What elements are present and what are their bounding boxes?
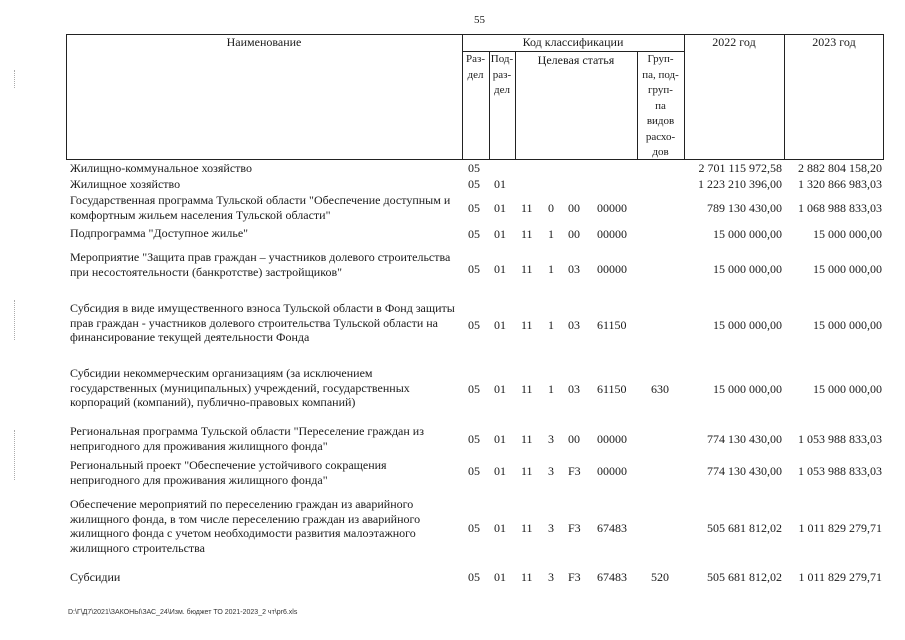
row-podrazdel: 01 (494, 201, 506, 215)
row-2022: 774 130 430,00 (707, 464, 782, 478)
row-target-2: 1 (548, 227, 554, 241)
row-podrazdel: 01 (494, 432, 506, 446)
row-podrazdel: 01 (494, 521, 506, 535)
row-razdel: 05 (468, 161, 480, 175)
file-path-footer: D:\Г\Д7\2021\ЗАКОНЫ\ЗАС_24\Изм. бюджет ТО 2021-2023_2 чт\pr6.xls (68, 609, 298, 616)
row-name: Мероприятие "Защита прав граждан – участников долевого строительства при несостоятельности (банкротстве) застройщиков" (70, 250, 451, 279)
row-2022: 15 000 000,00 (713, 382, 782, 396)
row-target-1: 11 (521, 201, 533, 215)
row-target-2: 3 (548, 521, 554, 535)
row-target-3: 00 (568, 227, 580, 241)
row-target-2: 3 (548, 570, 554, 584)
row-target-1: 11 (521, 521, 533, 535)
row-name: Субсидия в виде имущественного взноса Тульской области в Фонд защиты прав граждан - участников долевого строительства Тульской области на финансирование текущей деятельности Фонда (70, 301, 455, 344)
row-target-3: 00 (568, 201, 580, 215)
row-name: Субсидии некоммерческим организациям (за исключением государственных (муниципальных) учреждений, государственных корпораций (компаний), публично-правовых компаний) (70, 366, 410, 409)
row-target-4: 67483 (597, 521, 627, 535)
row-2023: 15 000 000,00 (813, 227, 882, 241)
row-podrazdel: 01 (494, 382, 506, 396)
row-target-3: 03 (568, 382, 580, 396)
row-target-4: 00000 (597, 227, 627, 241)
row-target-4: 00000 (597, 262, 627, 276)
row-target-4: 00000 (597, 432, 627, 446)
row-target-2: 0 (548, 201, 554, 215)
header-year-2023: 2023 год (812, 35, 856, 49)
row-target-3: F3 (568, 570, 581, 584)
row-podrazdel: 01 (494, 177, 506, 191)
row-target-1: 11 (521, 318, 533, 332)
row-2023: 2 882 804 158,20 (798, 161, 882, 175)
row-razdel: 05 (468, 201, 480, 215)
row-razdel: 05 (468, 382, 480, 396)
row-target-4: 61150 (597, 382, 627, 396)
row-target-1: 11 (521, 464, 533, 478)
row-target-3: 03 (568, 318, 580, 332)
row-name: Субсидии (70, 570, 121, 584)
header-group: Груп- па, под- груп- па видов расхо- дов (642, 53, 679, 158)
row-2023: 1 320 866 983,03 (798, 177, 882, 191)
row-target-3: 00 (568, 432, 580, 446)
row-razdel: 05 (468, 177, 480, 191)
row-target-4: 00000 (597, 201, 627, 215)
row-razdel: 05 (468, 464, 480, 478)
row-razdel: 05 (468, 521, 480, 535)
row-2022: 505 681 812,02 (707, 521, 782, 535)
row-2023: 1 053 988 833,03 (798, 432, 882, 446)
row-podrazdel: 01 (494, 570, 506, 584)
row-target-4: 67483 (597, 570, 627, 584)
row-2023: 1 053 988 833,03 (798, 464, 882, 478)
row-podrazdel: 01 (494, 227, 506, 241)
row-target-3: F3 (568, 464, 581, 478)
row-target-4: 00000 (597, 464, 627, 478)
row-target-4: 61150 (597, 318, 627, 332)
row-2023: 1 011 829 279,71 (798, 570, 882, 584)
row-2023: 1 068 988 833,03 (798, 201, 882, 215)
row-razdel: 05 (468, 432, 480, 446)
row-2023: 1 011 829 279,71 (798, 521, 882, 535)
row-name: Жилищное хозяйство (70, 177, 181, 191)
row-name: Обеспечение мероприятий по переселению граждан из аварийного жилищного фонда, в том числе переселению граждан из аварийного жилищного фонда с учетом необходимости развития малоэтажного жилищного строительства (70, 497, 421, 555)
page-number: 55 (474, 14, 485, 26)
row-target-2: 1 (548, 318, 554, 332)
row-group: 630 (651, 382, 669, 396)
row-target-2: 1 (548, 262, 554, 276)
scan-margin-mark (14, 70, 15, 88)
row-podrazdel: 01 (494, 464, 506, 478)
row-name: Подпрограмма "Доступное жилье" (70, 226, 249, 240)
row-2023: 15 000 000,00 (813, 318, 882, 332)
row-target-1: 11 (521, 227, 533, 241)
row-target-2: 3 (548, 464, 554, 478)
row-2022: 2 701 115 972,58 (698, 161, 782, 175)
row-2022: 1 223 210 396,00 (698, 177, 782, 191)
row-razdel: 05 (468, 227, 480, 241)
scan-margin-mark (14, 430, 15, 480)
row-target-1: 11 (521, 432, 533, 446)
row-name: Жилищно-коммунальное хозяйство (70, 161, 253, 175)
row-name: Государственная программа Тульской области "Обеспечение доступным и комфортным жильем населения Тульской области" (70, 193, 451, 222)
row-2022: 789 130 430,00 (707, 201, 782, 215)
row-target-3: 03 (568, 262, 580, 276)
row-name: Региональная программа Тульской области "Переселение граждан из непригодного для проживания жилищного фонда" (70, 424, 424, 453)
row-razdel: 05 (468, 570, 480, 584)
row-2022: 15 000 000,00 (713, 262, 782, 276)
header-target: Целевая статья (537, 53, 615, 67)
row-razdel: 05 (468, 262, 480, 276)
row-target-1: 11 (521, 382, 533, 396)
row-podrazdel: 01 (494, 318, 506, 332)
scan-margin-mark (14, 300, 15, 340)
row-group: 520 (651, 570, 669, 584)
header-year-2022: 2022 год (712, 35, 756, 49)
row-razdel: 05 (468, 318, 480, 332)
row-2023: 15 000 000,00 (813, 382, 882, 396)
row-2022: 774 130 430,00 (707, 432, 782, 446)
row-2022: 505 681 812,02 (707, 570, 782, 584)
header-name: Наименование (226, 35, 302, 49)
header-razdel: Раз- дел (465, 53, 485, 81)
row-name: Региональный проект "Обеспечение устойчивого сокращения непригодного для проживания жилищного фонда" (70, 458, 387, 487)
row-target-3: F3 (568, 521, 581, 535)
row-2022: 15 000 000,00 (713, 318, 782, 332)
row-podrazdel: 01 (494, 262, 506, 276)
row-2022: 15 000 000,00 (713, 227, 782, 241)
row-target-1: 11 (521, 570, 533, 584)
header-podrazdel: Под- раз- дел (490, 53, 514, 96)
header-code: Код классификации (522, 35, 624, 49)
row-target-2: 1 (548, 382, 554, 396)
row-target-1: 11 (521, 262, 533, 276)
row-2023: 15 000 000,00 (813, 262, 882, 276)
row-target-2: 3 (548, 432, 554, 446)
